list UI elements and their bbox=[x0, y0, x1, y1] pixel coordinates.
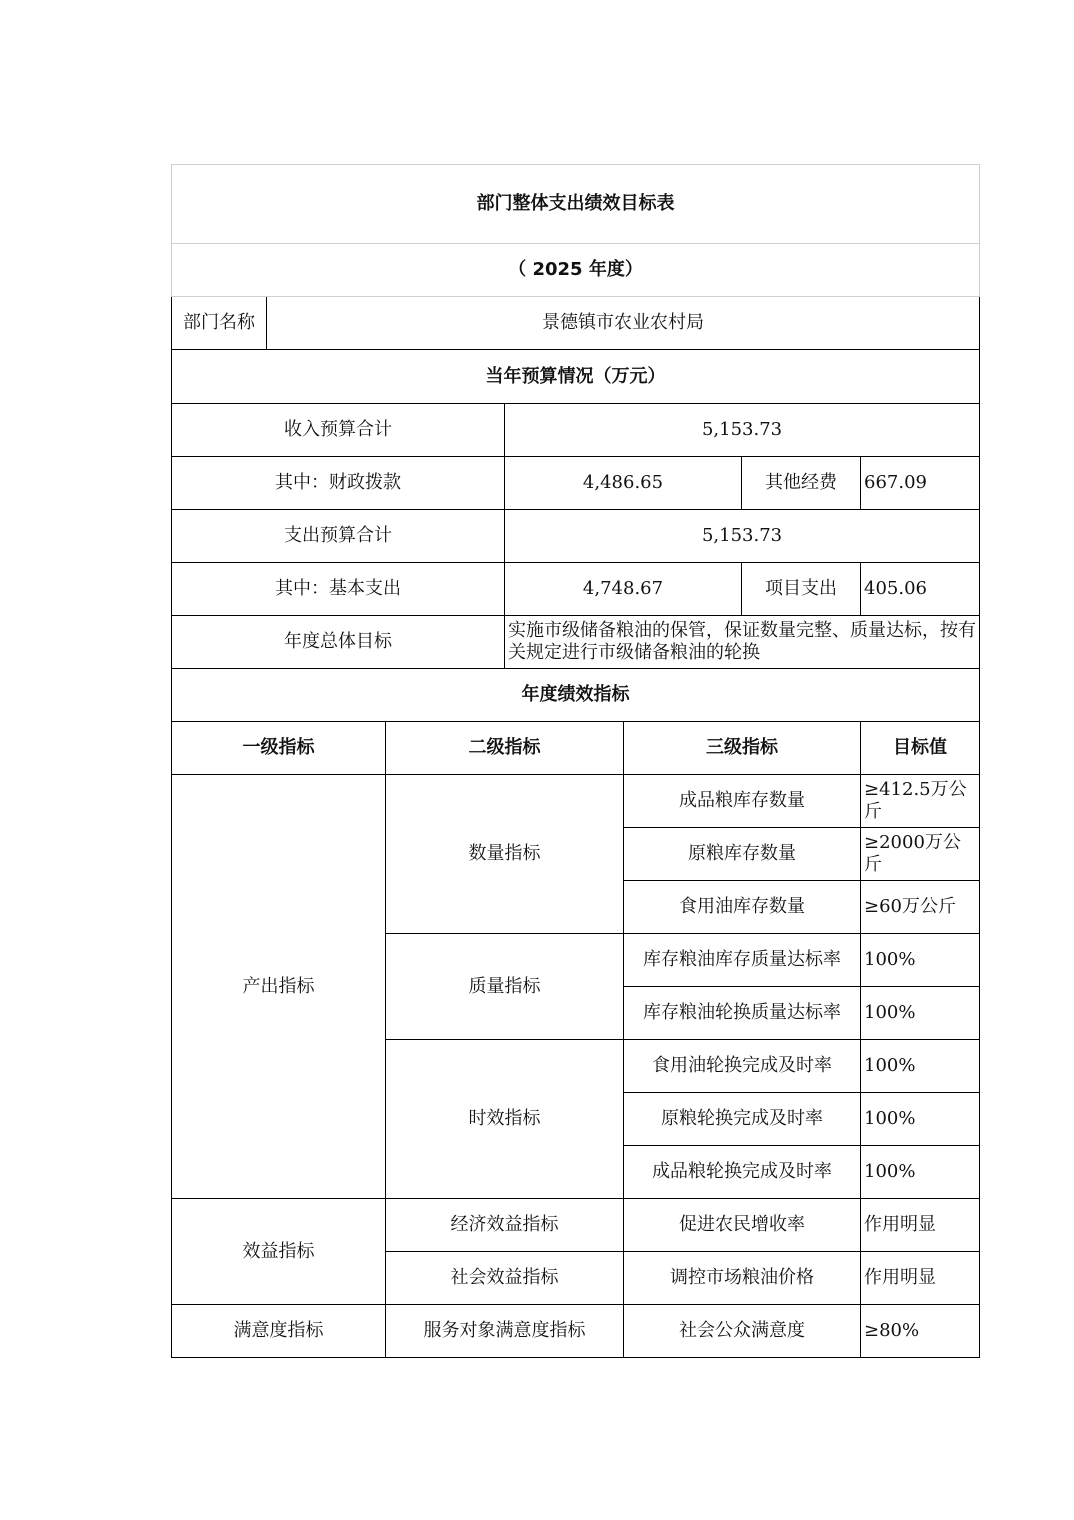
dept-label: 部门名称 bbox=[172, 297, 267, 350]
level3-cell: 社会公众满意度 bbox=[624, 1305, 861, 1358]
target-cell: 作用明显 bbox=[861, 1199, 980, 1252]
fiscal-value: 4,486.65 bbox=[505, 457, 742, 510]
level3-cell: 库存粮油库存质量达标率 bbox=[624, 934, 861, 987]
level1-output: 产出指标 bbox=[172, 775, 386, 1199]
performance-header: 年度绩效指标 bbox=[172, 669, 980, 722]
col-header-target: 目标值 bbox=[861, 722, 980, 775]
level2-cell: 经济效益指标 bbox=[386, 1199, 624, 1252]
basic-expense-label: 其中：基本支出 bbox=[172, 563, 505, 616]
target-cell: 100% bbox=[861, 1040, 980, 1093]
level2-quality: 质量指标 bbox=[386, 934, 624, 1040]
target-cell: 100% bbox=[861, 1093, 980, 1146]
target-cell: 100% bbox=[861, 1146, 980, 1199]
dept-name: 景德镇市农业农村局 bbox=[267, 297, 980, 350]
level2-timeliness: 时效指标 bbox=[386, 1040, 624, 1199]
income-total-label: 收入预算合计 bbox=[172, 404, 505, 457]
fiscal-label: 其中：财政拨款 bbox=[172, 457, 505, 510]
target-cell: 作用明显 bbox=[861, 1252, 980, 1305]
other-value: 667.09 bbox=[861, 457, 980, 510]
target-cell: ≥2000万公斤 bbox=[861, 828, 980, 881]
level2-cell: 服务对象满意度指标 bbox=[386, 1305, 624, 1358]
col-header-level2: 二级指标 bbox=[386, 722, 624, 775]
annual-goal-text: 实施市级储备粮油的保管，保证数量完整、质量达标，按有关规定进行市级储备粮油的轮换 bbox=[505, 616, 980, 669]
budget-header: 当年预算情况（万元） bbox=[172, 350, 980, 404]
table-row bbox=[172, 1305, 980, 1358]
level3-cell: 促进农民增收率 bbox=[624, 1199, 861, 1252]
level3-cell: 原粮轮换完成及时率 bbox=[624, 1093, 861, 1146]
level3-cell: 成品粮轮换完成及时率 bbox=[624, 1146, 861, 1199]
other-label: 其他经费 bbox=[742, 457, 861, 510]
project-expense-value: 405.06 bbox=[861, 563, 980, 616]
expense-total-label: 支出预算合计 bbox=[172, 510, 505, 563]
table-row bbox=[172, 1199, 980, 1252]
level2-quantity: 数量指标 bbox=[386, 775, 624, 934]
basic-expense-value: 4,748.67 bbox=[505, 563, 742, 616]
performance-target-document bbox=[171, 164, 979, 1358]
income-total-value: 5,153.73 bbox=[505, 404, 980, 457]
table-row bbox=[172, 775, 980, 828]
target-cell: ≥80% bbox=[861, 1305, 980, 1358]
target-cell: 100% bbox=[861, 934, 980, 987]
level3-cell: 食用油库存数量 bbox=[624, 881, 861, 934]
target-cell: 100% bbox=[861, 987, 980, 1040]
level3-cell: 食用油轮换完成及时率 bbox=[624, 1040, 861, 1093]
level3-cell: 库存粮油轮换质量达标率 bbox=[624, 987, 861, 1040]
table-title: 部门整体支出绩效目标表 bbox=[172, 165, 980, 244]
expense-total-value: 5,153.73 bbox=[505, 510, 980, 563]
level3-cell: 原粮库存数量 bbox=[624, 828, 861, 881]
level1-benefit: 效益指标 bbox=[172, 1199, 386, 1305]
level1-satisfaction: 满意度指标 bbox=[172, 1305, 386, 1358]
table-year: （ 2025 年度） bbox=[172, 244, 980, 297]
level3-cell: 成品粮库存数量 bbox=[624, 775, 861, 828]
target-cell: ≥412.5万公斤 bbox=[861, 775, 980, 828]
level2-cell: 社会效益指标 bbox=[386, 1252, 624, 1305]
project-expense-label: 项目支出 bbox=[742, 563, 861, 616]
target-cell: ≥60万公斤 bbox=[861, 881, 980, 934]
col-header-level1: 一级指标 bbox=[172, 722, 386, 775]
annual-goal-label: 年度总体目标 bbox=[172, 616, 505, 669]
col-header-level3: 三级指标 bbox=[624, 722, 861, 775]
performance-target-table bbox=[171, 164, 980, 1358]
level3-cell: 调控市场粮油价格 bbox=[624, 1252, 861, 1305]
